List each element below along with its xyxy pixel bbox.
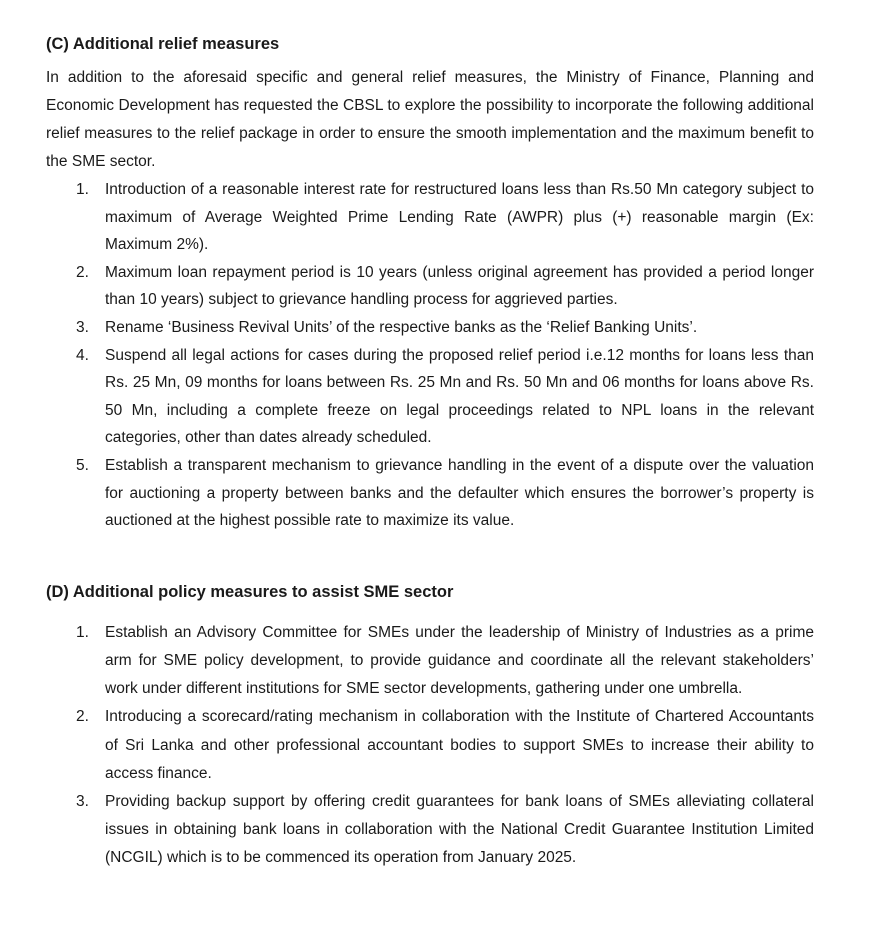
list-item: [46, 788, 814, 873]
list-item: [46, 342, 814, 452]
list-item: [46, 703, 814, 788]
list-item-text: Establish a transparent mechanism to grievance handling in the event of a dispute over the valuation for auctioning a property between banks and the defaulter which ensures the borrower’s property is auctioned at the highest possible rate to maximize its value.: [105, 456, 814, 530]
list-item-text: Establish an Advisory Committee for SMEs under the leadership of Ministry of Industries as a prime arm for SME policy development, to provide guidance and coordinate all the relevant stakeholders’ work under different institutions for SME sector developments, gathering under one umbrella.: [105, 623, 814, 698]
section-d: [46, 578, 814, 873]
section-c-heading: (C) Additional relief measures: [46, 35, 280, 53]
list-item-number: 2.: [76, 708, 89, 726]
section-d-list: [46, 619, 814, 873]
list-item: [46, 176, 814, 259]
list-item: [46, 314, 814, 342]
list-item-number: 5.: [76, 456, 89, 474]
section-c: [46, 30, 814, 535]
section-d-heading: (D) Additional policy measures to assist SME sector: [46, 582, 454, 601]
list-item-number: 2.: [76, 263, 89, 281]
list-item: [46, 452, 814, 535]
list-item-number: 4.: [76, 346, 89, 364]
list-item: [46, 619, 814, 704]
list-item-text: Providing backup support by offering credit guarantees for bank loans of SMEs alleviating collateral issues in obtaining bank loans in collaboration with the National Credit Guarantee Institution Limited (NCGIL) which is to be commenced its operation from January 2025.: [105, 792, 814, 867]
list-item-text: Rename ‘Business Revival Units’ of the respective banks as the ‘Relief Banking Units’.: [105, 318, 698, 336]
list-item-number: 3.: [76, 318, 89, 336]
list-item-text: Introduction of a reasonable interest rate for restructured loans less than Rs.50 Mn category subject to maximum of Average Weighted Prime Lending Rate (AWPR) plus (+) reasonable margin (Ex: Maximum 2%).: [105, 181, 814, 254]
section-c-intro: In addition to the aforesaid specific and general relief measures, the Ministry of Finance, Planning and Economic Development has requested the CBSL to explore the possibility to incorporate the following additional relief measures to the relief package in order to ensure the smooth implementation and the maximum benefit to the SME sector.: [46, 69, 814, 170]
list-item-number: 1.: [76, 181, 89, 198]
list-item-text: Maximum loan repayment period is 10 years (unless original agreement has provided a period longer than 10 years) subject to grievance handling process for aggrieved parties.: [105, 263, 814, 309]
list-item-number: 3.: [76, 792, 89, 810]
list-item: [46, 259, 814, 314]
list-item-text: Introducing a scorecard/rating mechanism in collaboration with the Institute of Chartered Accountants of Sri Lanka and other professional accountant bodies to support SMEs to increase their ability to access finance.: [105, 708, 814, 782]
section-c-list: [46, 176, 814, 535]
list-item-number: 1.: [76, 623, 89, 641]
list-item-text: Suspend all legal actions for cases during the proposed relief period i.e.12 months for loans less than Rs. 25 Mn, 09 months for loans between Rs. 25 Mn and Rs. 50 Mn and 06 months for loans above Rs. 50 Mn, including a complete freeze on legal proceedings related to NPL loans in the relevant categories, other than dates already scheduled.: [105, 346, 814, 447]
